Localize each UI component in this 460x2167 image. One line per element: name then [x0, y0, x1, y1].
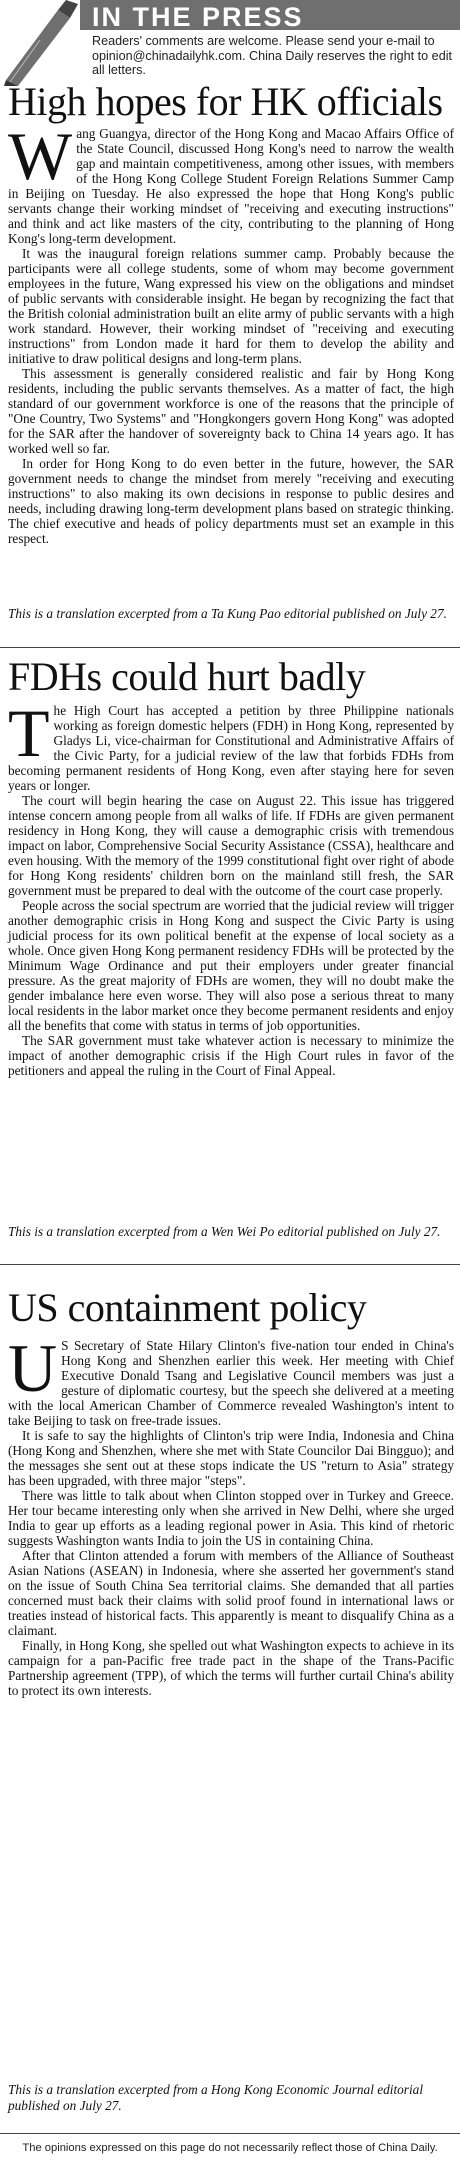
article-3-paragraph: There was little to talk about when Clinton stopped over in Turkey and Greece. Her tour became interesting only when she arrived in New Delhi, where she urged India to gear up efforts as a leading regional power in Asia. This kind of rhetoric suggests Washington wants India to join the US in containing China.: [8, 1488, 454, 1548]
article-2-dropcap: T: [8, 695, 50, 771]
article-1-source: This is a translation excerpted from a Ta Kung Pao editorial published on July 27.: [8, 606, 447, 621]
article-2-body: [8, 695, 454, 1078]
article-3-paragraph: After that Clinton attended a forum with members of the Alliance of Southeast Asian Nations (ASEAN) in Indonesia, where she asserted her government's stand on the issue of South China Sea territorial claims. She demanded that all parties concerned must back their claims with solid proof found in international laws or treaties instead of historical facts. This apparently is meant to disqualify China as a claimant.: [8, 1548, 454, 1638]
fountain-pen-icon: [0, 0, 82, 86]
article-3-paragraph: S Secretary of State Hilary Clinton's five-nation tour ended in China's Hong Kong and Shenzhen earlier this week. Her meeting with Chief Executive Donald Tsang and Legislative Council members was just a gesture of diplomatic courtesy, but the speech she delivered at a meeting with the local American Chamber of Commerce revealed Washington's intent to take Beijing to task on free-trade issues.: [8, 1338, 454, 1428]
article-3-source: This is a translation excerpted from a Hong Kong Economic Journal editorial published on July 27.: [8, 2082, 424, 2113]
divider: [0, 1264, 460, 1265]
article-3-body: [8, 1330, 454, 1698]
divider: [0, 647, 460, 648]
article-1-paragraph: It was the inaugural foreign relations summer camp. Probably because the participants were all college students, some of whom may become government employees in the future, Wang expressed his view on the obligations and mindset of public servants with considerable insight. He began by recognizing the fact that the British colonial administration built an elite army of public servants with a high work standard. However, their working mindset of "receiving and executing instructions" from London made it hard for them to develop the ability and initiative to draw political designs and long-term plans.: [8, 246, 454, 366]
article-1-dropcap: W: [8, 118, 73, 194]
divider: [0, 2133, 460, 2134]
article-1-headline: High hopes for HK officials: [8, 79, 443, 124]
article-2-paragraph: The court will begin hearing the case on August 22. This issue has triggered intense concern among people from all walks of life. If FDHs are given permanent residency in Hong Kong, they will cause a demographic crisis with tremendous impact on labor, Comprehensive Social Security Assistance (CSSA), healthcare and even housing. With the memory of the 1999 constitutional fight over right of abode for Hong Kong residents' children born on the mainland still fresh, the SAR government must be prepared to deal with the outcome of the court case properly.: [8, 793, 454, 898]
article-3-dropcap: U: [8, 1330, 58, 1406]
section-header: [0, 0, 460, 88]
article-1-paragraph: This assessment is generally considered realistic and fair by Hong Kong residents, including the public servants themselves. As a matter of fact, the high standard of our government workforce is one of the reasons that the principle of "One Country, Two Systems" and "Hongkongers govern Hong Kong" was adopted for the SAR after the handover of sovereignty back to China 14 years ago. It has worked well so far.: [8, 366, 454, 456]
article-2-paragraph: he High Court has accepted a petition by three Philippine nationals working as foreign domestic helpers (FDH) in Hong Kong, represented by Gladys Li, vice-chairman for Constitutional and Administrative Affairs of the Civic Party, for a judicial review of the law that forbids FDHs from becoming permanent residents of Hong Kong, even after staying here for seven years or longer.: [8, 703, 454, 793]
disclaimer-footer: The opinions expressed on this page do not necessarily reflect those of China Daily.: [22, 2142, 438, 2154]
article-3-headline: US containment policy: [8, 1285, 367, 1330]
article-1-body: [8, 118, 454, 546]
article-2-source: This is a translation excerpted from a Wen Wei Po editorial published on July 27.: [8, 1224, 441, 1239]
article-2-paragraph: The SAR government must take whatever action is necessary to minimize the impact of another demographic crisis if the High Court rules in favor of the petitioners and appeal the ruling in the Court of Final Appeal.: [8, 1033, 454, 1078]
section-title: IN THE PRESS: [92, 2, 304, 32]
article-3-paragraph: It is safe to say the highlights of Clinton's trip were India, Indonesia and China (Hong Kong and Shenzhen, where she met with State Councilor Dai Bingguo); and the messages she sent out at these stops indicate the US "return to Asia" strategy has been upgraded, with three major "steps".: [8, 1428, 454, 1488]
article-2-paragraph: People across the social spectrum are worried that the judicial review will trigger another demographic crisis in Hong Kong and suspect the Civic Party is using judicial process for its own political benefit at the expense of local society as a whole. Once given Hong Kong permanent residency FDHs will be protected by the Minimum Wage Ordinance and put their employers under greater financial pressure. As the great majority of FDHs are women, they will no doubt make the gender imbalance here even worse. They will also pose a serious threat to many local residents in the labor market once they become permanent residents and enjoy all the benefits that come with status in terms of job opportunities.: [8, 898, 454, 1033]
article-1-paragraph: ang Guangya, director of the Hong Kong and Macao Affairs Office of the State Council, discussed Hong Kong's need to narrow the wealth gap and maintain competitiveness, among other issues, with members of the Hong Kong College Student Foreign Relations Summer Camp in Beijing on Tuesday. He also expressed the hope that Hong Kong's public servants change their working mindset of "receiving and executing instructions" and think and act like masters of the city, contributing to the planning of Hong Kong's long-term development.: [8, 126, 454, 246]
article-1-paragraph: In order for Hong Kong to do even better in the future, however, the SAR government needs to change the mindset from merely "receiving and executing instructions" to also making its own decisions in response to public desires and needs, including drawing long-term development plans based on strategic thinking. The chief executive and heads of policy departments must set an example in this respect.: [8, 456, 454, 546]
article-3-paragraph: Finally, in Hong Kong, she spelled out what Washington expects to achieve in its campaign for a pan-Pacific free trade pact in the shape of the Trans-Pacific Partnership agreement (TPP), of which the terms will further curtail China's ability to protect its own interests.: [8, 1638, 454, 1698]
article-2-headline: FDHs could hurt badly: [8, 654, 366, 699]
section-subtitle: Readers' comments are welcome. Please send your e-mail to opinion@chinadailyhk.com. China Daily reserves the right to edit all letters.: [92, 34, 452, 77]
